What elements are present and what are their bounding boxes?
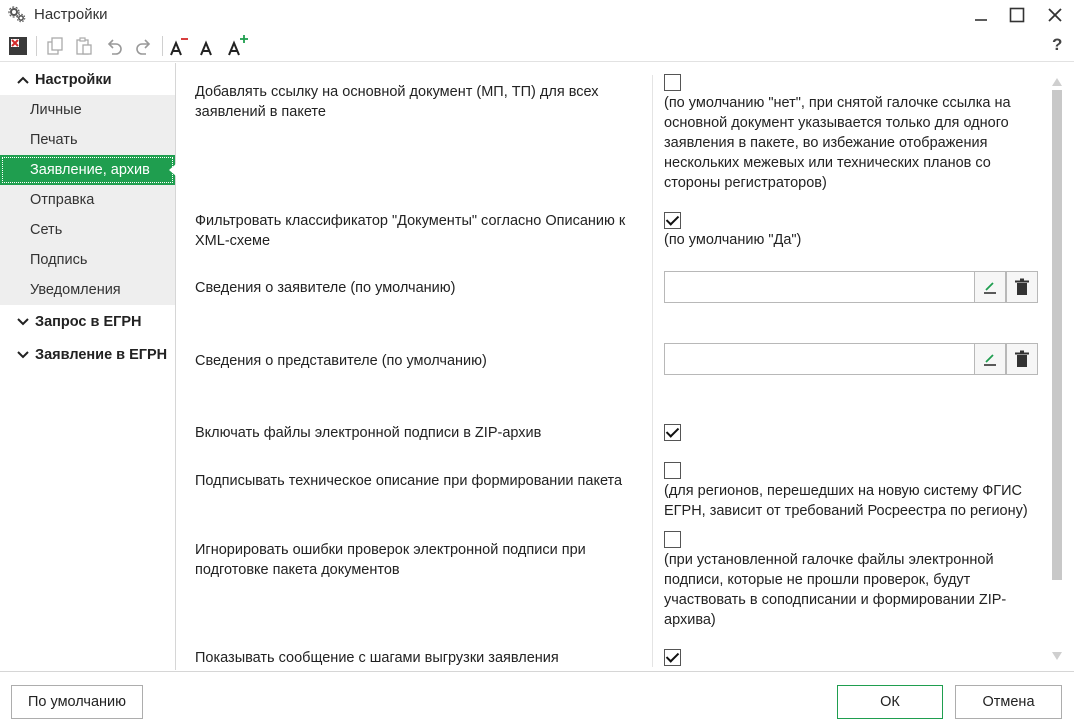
nav-item-application-archive[interactable]	[0, 155, 175, 185]
setting-hint-filter-documents: (по умолчанию "Да")	[664, 232, 802, 248]
scroll-up-arrow-icon[interactable]	[1050, 75, 1064, 87]
representative-info-field[interactable]	[664, 343, 975, 375]
trash-icon	[1013, 278, 1031, 296]
delete-applicant-button[interactable]	[1006, 271, 1038, 303]
setting-label-sign-tech-description: Подписывать техническое описание при формировании пакета	[195, 473, 623, 489]
exit-icon[interactable]	[6, 34, 30, 58]
nav-section-label: Заявление в ЕГРН	[35, 347, 168, 363]
minimize-button[interactable]	[966, 3, 996, 27]
chevron-down-icon	[17, 350, 31, 360]
help-button[interactable]: ?	[1052, 35, 1063, 54]
ok-button[interactable]: ОК	[837, 685, 943, 719]
restore-defaults-button[interactable]: По умолчанию	[11, 685, 143, 719]
gears-icon	[8, 6, 26, 24]
toolbar	[0, 30, 1074, 62]
toolbar-separator	[36, 36, 37, 56]
checkbox-filter-documents[interactable]	[664, 212, 681, 229]
nav-item-print[interactable]	[0, 125, 175, 155]
checkbox-sign-tech-description[interactable]	[664, 462, 681, 479]
maximize-button[interactable]	[1002, 3, 1032, 27]
vertical-scrollbar-thumb[interactable]	[1052, 90, 1062, 580]
nav-section-egrn-request[interactable]	[0, 306, 175, 338]
setting-label-add-main-doc-link: Добавлять ссылку на основной документ (МП, ТП) для всех заявлений в пакете	[195, 84, 599, 120]
nav-item-label: Печать	[30, 132, 78, 148]
pencil-icon	[981, 278, 999, 296]
edit-applicant-button[interactable]	[974, 271, 1006, 303]
setting-hint-sign-tech-description: (для регионов, перешедших на новую систему ФГИС ЕГРН, зависит от требований Росреестра по региону)	[664, 483, 1028, 519]
nav-item-label: Заявление, архив	[30, 162, 150, 178]
nav-item-notifications[interactable]	[0, 275, 175, 305]
increase-font-icon[interactable]	[226, 34, 250, 58]
checkbox-show-export-steps[interactable]	[664, 649, 681, 666]
nav-item-network[interactable]	[0, 215, 175, 245]
dialog-footer	[0, 671, 1074, 724]
decrease-font-icon[interactable]	[167, 34, 191, 58]
default-font-icon[interactable]	[195, 34, 219, 58]
setting-label-applicant-info: Сведения о заявителе (по умолчанию)	[195, 280, 456, 296]
undo-icon[interactable]	[102, 34, 126, 58]
nav-section-label: Настройки	[35, 72, 112, 88]
setting-label-representative-info: Сведения о представителе (по умолчанию)	[195, 353, 487, 369]
settings-nav	[0, 63, 176, 670]
setting-hint-add-main-doc-link: (по умолчанию "нет", при снятой галочке ссылка на основной документ указывается только для одного заявления в пакете, во избежание отображения нескольких межевых или технических планов со стороны регистраторов)	[664, 95, 1011, 191]
close-button[interactable]	[1040, 3, 1070, 27]
checkbox-ignore-signature-errors[interactable]	[664, 531, 681, 548]
scroll-down-arrow-icon[interactable]	[1050, 649, 1064, 661]
nav-item-label: Личные	[30, 102, 82, 118]
column-divider	[652, 75, 653, 667]
nav-section-label: Запрос в ЕГРН	[35, 314, 142, 330]
nav-item-label: Подпись	[30, 252, 88, 268]
toolbar-separator	[162, 36, 163, 56]
checkbox-include-signature-files[interactable]	[664, 424, 681, 441]
nav-item-label: Отправка	[30, 192, 95, 208]
trash-icon	[1013, 350, 1031, 368]
pencil-icon	[981, 350, 999, 368]
nav-section-egrn-application[interactable]	[0, 339, 175, 371]
setting-label-ignore-signature-errors: Игнорировать ошибки проверок электронной подписи при подготовке пакета документов	[195, 542, 586, 578]
redo-icon[interactable]	[132, 34, 156, 58]
window-title: Настройки	[34, 6, 108, 23]
title-bar	[0, 0, 1074, 30]
setting-label-show-export-steps: Показывать сообщение с шагами выгрузки заявления	[195, 650, 559, 666]
nav-section-settings[interactable]	[0, 64, 175, 96]
nav-item-label: Уведомления	[30, 282, 121, 298]
setting-label-include-signature-files: Включать файлы электронной подписи в ZIP-архив	[195, 425, 542, 441]
edit-representative-button[interactable]	[974, 343, 1006, 375]
copy-icon[interactable]	[43, 34, 67, 58]
nav-item-signature[interactable]	[0, 245, 175, 275]
setting-label-filter-documents: Фильтровать классификатор "Документы" согласно Описанию к XML-схеме	[195, 213, 626, 249]
delete-representative-button[interactable]	[1006, 343, 1038, 375]
checkbox-add-main-doc-link[interactable]	[664, 74, 681, 91]
nav-item-sending[interactable]	[0, 185, 175, 215]
nav-item-personal[interactable]	[0, 95, 175, 125]
chevron-up-icon	[17, 75, 31, 85]
settings-panel	[177, 63, 1074, 670]
chevron-down-icon	[17, 317, 31, 327]
nav-subitems	[0, 95, 175, 305]
setting-hint-ignore-signature-errors: (при установленной галочке файлы электронной подписи, которые не прошли проверок, будут участвовать в соподписании и формировании ZIP-архива)	[664, 552, 1007, 628]
applicant-info-field[interactable]	[664, 271, 975, 303]
selection-arrow-icon	[169, 164, 176, 176]
cancel-button[interactable]: Отмена	[955, 685, 1062, 719]
paste-icon[interactable]	[72, 34, 96, 58]
focus-ring	[2, 157, 173, 183]
nav-item-label: Сеть	[30, 222, 63, 238]
